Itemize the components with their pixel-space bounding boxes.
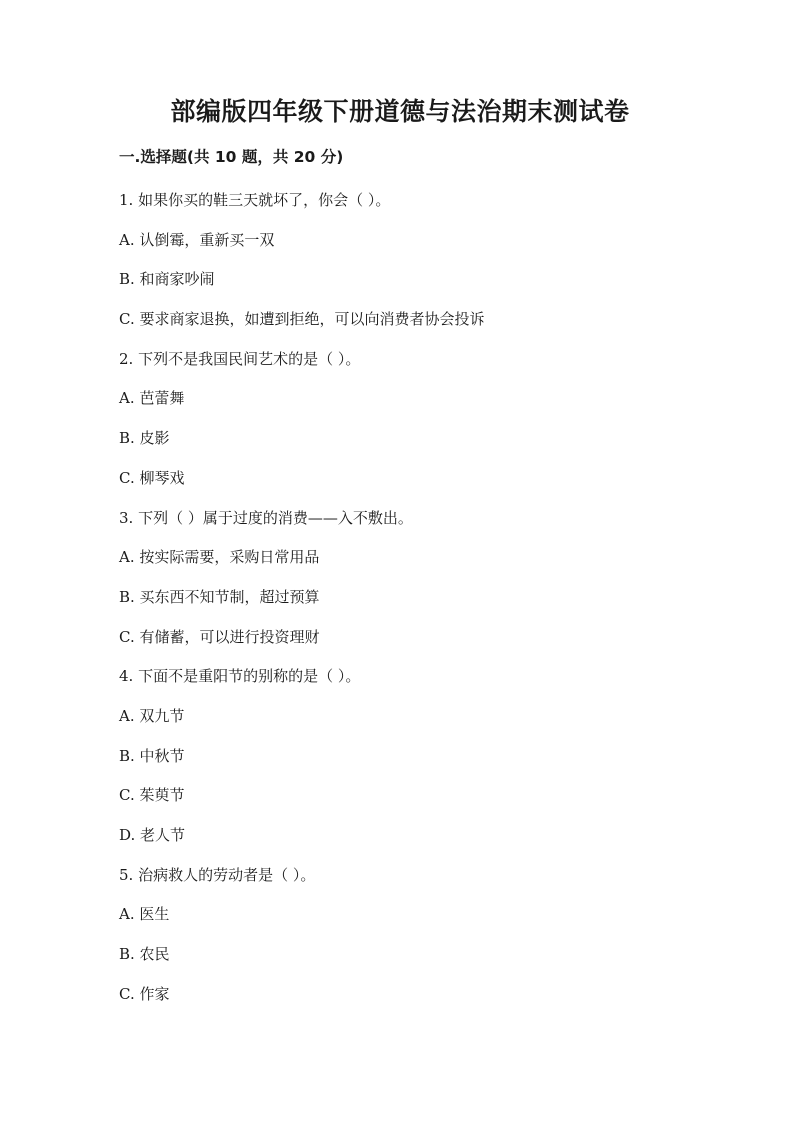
question-4-option-b: B. 中秋节	[119, 746, 185, 765]
question-2-option-a: A. 芭蕾舞	[119, 389, 185, 408]
question-4-option-a: A. 双九节	[119, 706, 185, 725]
question-4-stem: 4. 下面不是重阳节的别称的是（ ）。	[119, 667, 361, 686]
question-3-option-c: C. 有储蓄，可以进行投资理财	[119, 627, 320, 646]
question-1-option-a: A. 认倒霉，重新买一双	[119, 230, 275, 249]
question-5-option-c: C. 作家	[119, 984, 170, 1003]
question-4-option-d: D. 老人节	[119, 826, 186, 844]
question-5-stem: 5. 治病救人的劳动者是（ ）。	[119, 865, 316, 884]
document-title: 部编版四年级下册道德与法治期末测试卷	[170, 97, 630, 126]
question-5-option-b: B. 农民	[119, 945, 170, 964]
question-3-option-a: A. 按实际需要，采购日常用品	[119, 548, 320, 567]
section-heading: 一.选择题(共 10 题，共 20 分)	[119, 148, 344, 166]
question-5-option-a: A. 医生	[119, 905, 170, 924]
question-4-option-c: C. 茱萸节	[119, 786, 185, 805]
question-2-option-b: B. 皮影	[119, 429, 170, 448]
question-2-stem: 2. 下列不是我国民间艺术的是（ ）。	[119, 349, 361, 368]
question-2-option-c: C. 柳琴戏	[119, 468, 185, 487]
question-3-option-b: B. 买东西不知节制，超过预算	[119, 587, 320, 606]
question-1-stem: 1. 如果你买的鞋三天就坏了，你会（ ）。	[119, 191, 391, 209]
question-1-option-b: B. 和商家吵闹	[119, 270, 215, 289]
question-3-stem: 3. 下列（ ）属于过度的消费——入不敷出。	[119, 508, 413, 527]
question-1-option-c: C. 要求商家退换，如遭到拒绝，可以向消费者协会投诉	[119, 310, 485, 329]
question-list	[119, 189, 719, 1022]
